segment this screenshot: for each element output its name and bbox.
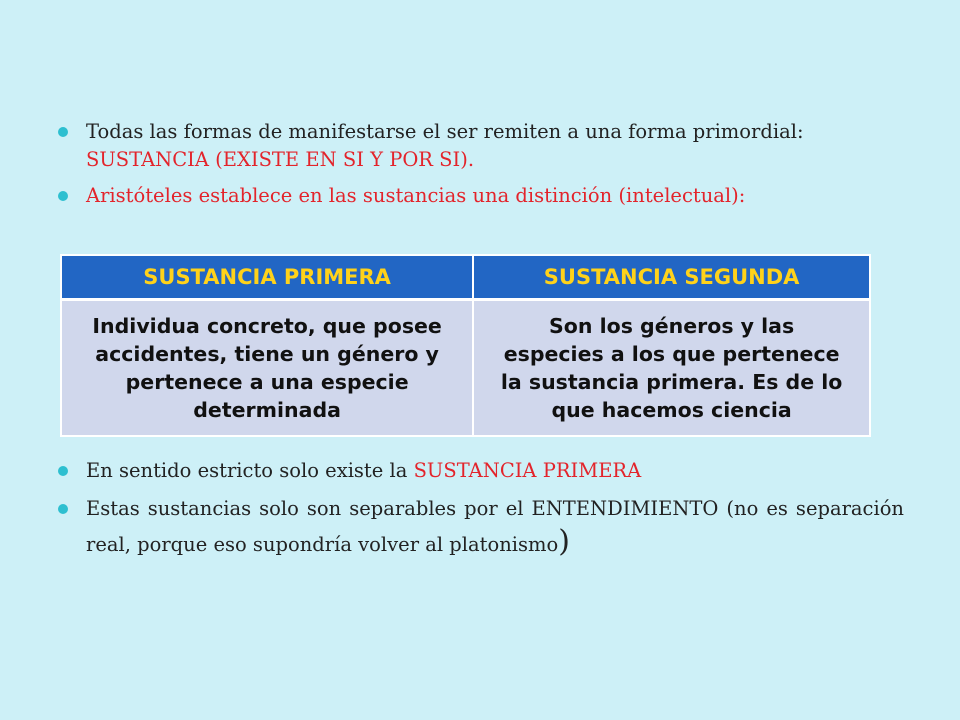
bullet-dot-icon xyxy=(58,127,68,137)
bullet-highlight: Aristóteles establece en las sustancias una distinción (intelectual): xyxy=(86,184,746,207)
sustancia-table xyxy=(60,254,871,437)
bullet-dot-icon xyxy=(58,191,68,201)
bullet-text: En sentido estricto solo existe la xyxy=(86,459,414,482)
closing-paren: ) xyxy=(558,524,570,559)
bullet-highlight: SUSTANCIA (EXISTE EN SI Y POR SI). xyxy=(86,148,475,171)
bullet-separables xyxy=(58,491,904,563)
bullet-text: Estas sustancias solo son separables por el ENTENDIMIENTO (no es separación real, porque eso supondría volver al platonismo xyxy=(86,497,904,556)
bullet-aristoteles xyxy=(58,182,904,210)
header-sustancia-primera: SUSTANCIA PRIMERA xyxy=(61,255,473,300)
bullet-highlight: SUSTANCIA PRIMERA xyxy=(413,459,642,482)
header-sustancia-segunda: SUSTANCIA SEGUNDA xyxy=(473,255,870,300)
table-header-row xyxy=(61,255,870,300)
cell-sustancia-segunda: Son los géneros y las especies a los que pertenece la sustancia primera. Es de lo que hacemos ciencia xyxy=(473,300,870,437)
bullet-dot-icon xyxy=(58,504,68,514)
cell-sustancia-primera: Individua concreto, que posee accidentes, tiene un género y pertenece a una especie determinada xyxy=(61,300,473,437)
bullet-sustancia-definition xyxy=(58,118,904,174)
bullet-sentido-estricto xyxy=(58,457,904,485)
bullet-text: Todas las formas de manifestarse el ser remiten a una forma primordial: xyxy=(86,120,804,143)
table-row xyxy=(61,300,870,437)
bullet-dot-icon xyxy=(58,466,68,476)
bullet-list-bottom xyxy=(58,457,904,571)
bullet-list-top xyxy=(58,118,904,218)
